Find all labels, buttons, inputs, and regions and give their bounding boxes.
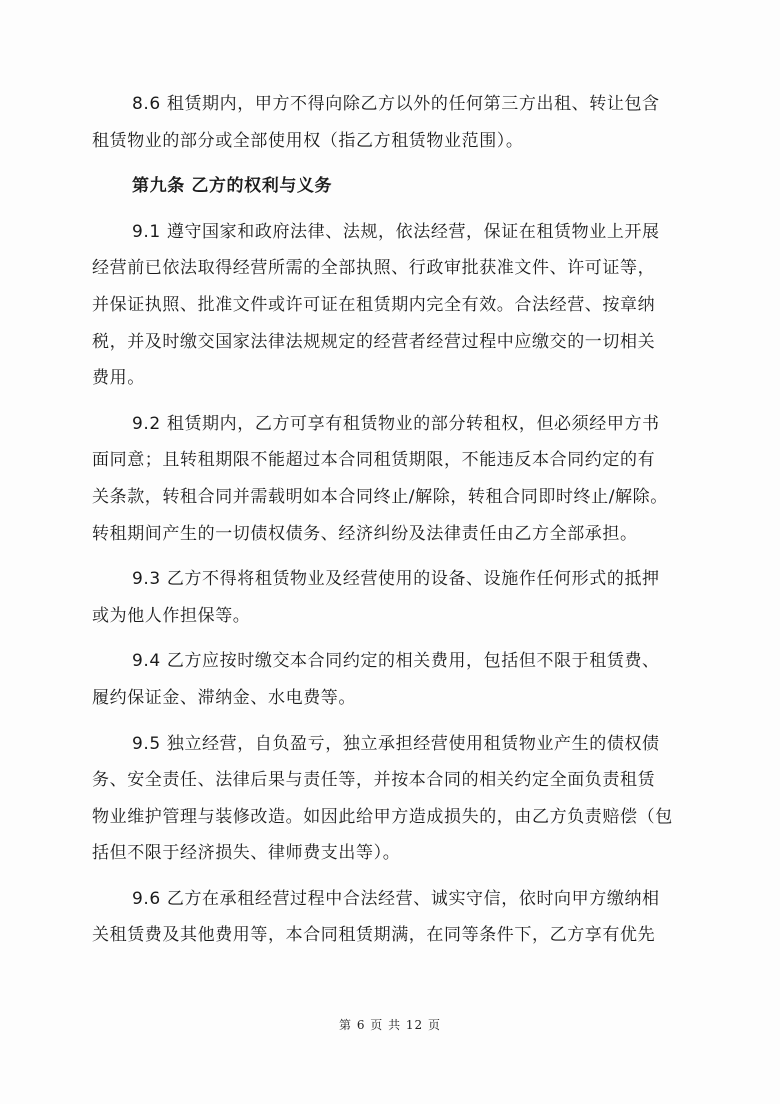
paragraph-9-4 [92, 643, 688, 716]
paragraph-line: 9.2 租赁期内，乙方可享有租赁物业的部分转租权，但必须经甲方书 [132, 413, 660, 434]
paragraph-9-3 [92, 561, 688, 634]
page-number-footer: 第 6 页 共 12 页 [339, 1018, 441, 1032]
document-body [92, 86, 688, 963]
paragraph-9-6 [92, 881, 688, 954]
paragraph-line: 转租期间产生的一切债权债务、经济纠纷及法律责任由乙方全部承担。 [92, 523, 638, 544]
paragraph-line: 面同意；且转租期限不能超过本合同租赁期限，不能违反本合同约定的有 [92, 450, 656, 471]
paragraph-line: 9.4 乙方应按时缴交本合同约定的相关费用，包括但不限于租赁费、 [132, 651, 660, 672]
paragraph-9-1 [92, 214, 688, 397]
paragraph-line: 或为他人作担保等。 [92, 605, 251, 626]
paragraph-line: 关条款，转租合同并需载明如本合同终止/解除，转租合同即时终止/解除。 [92, 486, 668, 507]
paragraph-line: 括但不限于经济损失、律师费支出等）。 [92, 843, 401, 864]
paragraph-line: 9.5 独立经营，自负盈亏，独立承担经营使用租赁物业产生的债权债 [132, 733, 660, 754]
paragraph-line: 关租赁费及其他费用等，本合同租赁期满，在同等条件下，乙方享有优先 [92, 925, 656, 946]
paragraph-line: 9.6 乙方在承租经营过程中合法经营、诚实守信，依时向甲方缴纳相 [132, 888, 660, 909]
paragraph-line: 务、安全责任、法律后果与责任等，并按本合同的相关约定全面负责租赁 [92, 770, 656, 791]
paragraph-9-2 [92, 406, 688, 552]
paragraph-9-5 [92, 726, 688, 872]
paragraph-line: 经营前已依法取得经营所需的全部执照、行政审批获准文件、许可证等， [92, 258, 656, 279]
paragraph-line: 费用。 [92, 368, 145, 389]
paragraph-line: 并保证执照、批准文件或许可证在租赁期内完全有效。合法经营、按章纳 [92, 294, 656, 315]
paragraph-line: 9.3 乙方不得将租赁物业及经营使用的设备、设施作任何形式的抵押 [132, 569, 660, 590]
paragraph-line: 租赁物业的部分或全部使用权（指乙方租赁物业范围）。 [92, 130, 524, 151]
paragraph-line: 8.6 租赁期内，甲方不得向除乙方以外的任何第三方出租、转让包含 [132, 94, 660, 114]
paragraph-line: 税，并及时缴交国家法律法规规定的经营者经营过程中应缴交的一切相关 [92, 331, 656, 352]
paragraph-line: 履约保证金、滞纳金、水电费等。 [92, 687, 356, 708]
paragraph-line: 9.1 遵守国家和政府法律、法规，依法经营，保证在租赁物业上开展 [132, 221, 660, 242]
section-heading: 第九条 乙方的权利与义务 [132, 176, 333, 197]
paragraph-line: 物业维护管理与装修改造。如因此给甲方造成损失的，由乙方负责赔偿（包 [92, 806, 673, 827]
paragraph-8-6 [92, 86, 688, 159]
